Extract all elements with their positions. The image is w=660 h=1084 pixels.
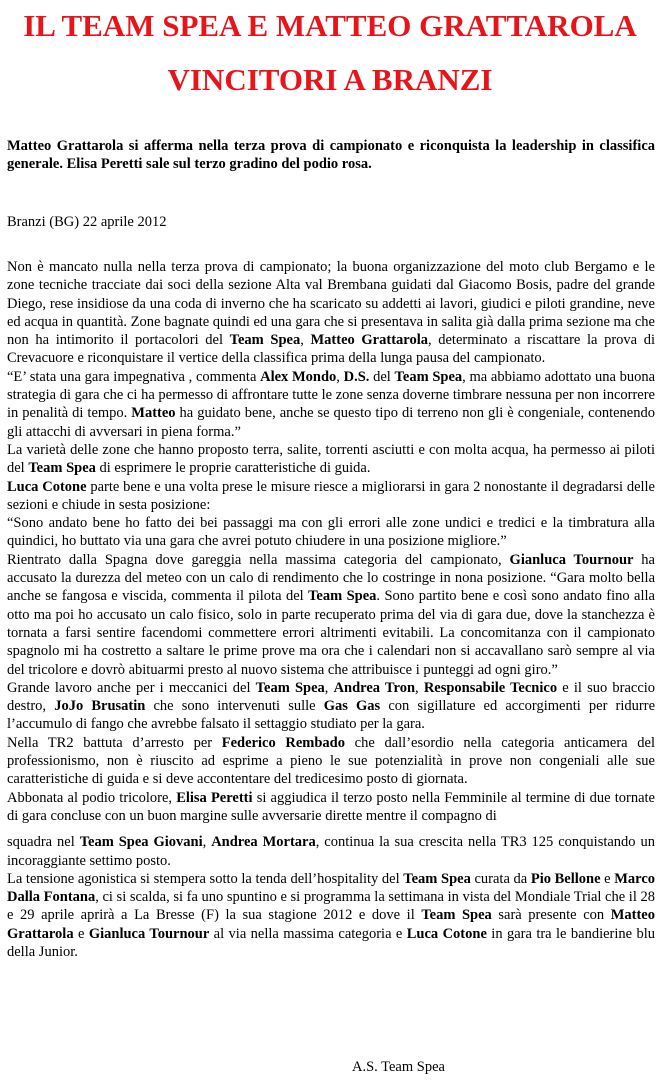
body-paragraph	[7, 441, 655, 478]
body-paragraph	[7, 734, 655, 789]
bold-text-run: Andrea Tron	[333, 679, 416, 696]
bold-text-run: Responsabile Tecnico	[423, 679, 558, 696]
signature: A.S. Team Spea	[352, 1059, 445, 1075]
bold-text-run: Matteo Grattarola	[310, 332, 428, 349]
bold-text-run: D.S.	[343, 368, 370, 385]
text-run: che sono intervenuti sulle	[145, 698, 324, 715]
text-run: con sigillature ed accorgimenti per ridurre l’accumulo di fango che avrebbe falsato il settaggio studiato per la gara.	[7, 698, 656, 733]
text-run: che dall’esordio nella categoria anticamera del professionismo, non è riuscito ad esprime a pieno le sue potenzialità in prove non congeniali alle sue caratteristiche di guida e si deve accontentare del tredicesimo posto di giornata.	[7, 734, 656, 788]
text-run: ha guidato bene, anche se questo tipo di terreno non gli è congeniale, contenendo gli attacchi di avversari in piena forma.”	[7, 405, 655, 440]
text-run: ,	[300, 332, 311, 349]
text-run: , determinato a riscattare la prova di Crevacuore e riconquistare il vertice della classifica prima della lunga pausa del campionato.	[7, 332, 656, 367]
text-run: curata da	[470, 870, 531, 887]
body-paragraph	[7, 870, 655, 961]
text-run: Nella TR2 battuta d’arresto per	[7, 734, 222, 751]
text-run: , ci si scalda, si fa uno spuntino e si programma la settimana in vista del Mondiale Trial che il 28 e 29 aprile aprirà a La Bresse (F) la sua stagione 2012 e dove il	[7, 889, 655, 924]
body-paragraph	[7, 789, 655, 826]
text-run: sarà presente con	[491, 907, 611, 924]
text-run: ,	[324, 679, 334, 696]
text-run: “Sono andato bene ho fatto dei bei passaggi ma con gli errori alle zone undici e tredici e la timbratura alla quindici, ho buttato via una gara che avrei potuto chiudere in una posizione migliore.”	[7, 515, 655, 550]
text-run: . Sono partito bene e così sono andato fino alla otto ma poi ho accusato un calo fisico, solo in parte recuperato prima del via di gara due, dove la stanchezza è tornata a farsi sentire facendomi commettere errori altrimenti evitabili. La concomitanza con il campionato spagnolo mi ha costretto a saltare le prime prove ma ora che i calendari non si accavallano sarò sempre al via del tricolore e dovrò abituarmi presto al nuovo sistema che attribuisce i punteggi ad ogni giro.”	[7, 588, 655, 678]
body-paragraph	[7, 551, 655, 679]
text-run: al via nella massima categoria e	[209, 925, 407, 942]
bold-text-run: Luca Cotone	[406, 925, 487, 942]
headline-line-1: IL TEAM SPEA E MATTEO GRATTAROLA	[23, 8, 637, 43]
bold-text-run: Federico Rembado	[221, 734, 345, 751]
text-run: “E’ stata una gara impegnativa , commenta	[7, 368, 261, 385]
dateline: Branzi (BG) 22 aprile 2012	[7, 214, 167, 230]
headline-line-2: VINCITORI A BRANZI	[167, 62, 493, 97]
text-run: Non è mancato nulla nella terza prova di campionato; la buona organizzazione del moto club Bergamo e le zone tecniche tracciate dai soci della sezione Alta val Brembana guidati dal Giacomo Bosis, padre del grande Diego, rese insidiose da una coda di inverno che ha scaricato su addetti ai lavori, giudici e piloti grandine, neve ed acqua in quantità. Zone bagnate quindi ed una gara che si presentava in salita già dalla prima sezione ma che non ha intimorito il portacolori del	[7, 259, 655, 349]
body-paragraph	[7, 478, 655, 515]
bold-text-run: Team Spea Giovani	[79, 834, 203, 851]
bold-text-run: Team Spea	[28, 460, 96, 477]
text-run: e	[73, 925, 89, 942]
body-paragraph	[7, 514, 655, 551]
bold-text-run: Team Spea	[394, 368, 463, 385]
bold-text-run: Team Spea	[403, 870, 471, 887]
bold-text-run: Marco Dalla Fontana	[7, 870, 656, 906]
bold-text-run: JoJo Brusatin	[54, 698, 146, 715]
text-run: del	[369, 368, 395, 385]
bold-text-run: Team Spea	[421, 907, 492, 924]
article-body	[7, 250, 655, 961]
text-run: Rientrato dalla Spagna dove gareggia nella massima categoria del campionato,	[7, 551, 510, 568]
text-run: La tensione agonistica si stempera sotto la tenda dell’hospitality del	[7, 870, 404, 887]
bold-text-run: Gas Gas	[323, 698, 381, 715]
text-run: ,	[336, 368, 344, 385]
text-run: in gara tra le bandierine blu della Junior.	[7, 925, 656, 960]
body-paragraph	[7, 368, 655, 441]
body-paragraph	[7, 258, 655, 368]
bold-text-run: Team Spea	[308, 588, 377, 605]
text-run: e	[600, 870, 615, 887]
text-run: di esprimere le proprie caratteristiche di guida.	[95, 460, 371, 477]
bold-text-run: Matteo Grattarola	[7, 907, 655, 942]
text-run: ha accusato la durezza del meteo con un calo di rendimento che lo costringe in nona posizione. “Gara molto bella anche se fangosa e viscida, commenta il pilota del	[7, 551, 655, 605]
text-run: La varietà delle zone che hanno proposto terra, salite, torrenti asciutti e con molta acqua, ha permesso ai piloti del	[7, 441, 655, 477]
bold-text-run: Gianluca Tournour	[88, 925, 210, 942]
body-paragraph	[7, 679, 655, 734]
text-run: ,	[415, 679, 424, 696]
lead-paragraph: Matteo Grattarola si afferma nella terza prova di campionato e riconquista la leadership in classifica generale. Elisa Peretti sale sul terzo gradino del podio rosa.	[7, 138, 655, 172]
text-run: , ma abbiamo adottato una buona strategia di gara che ci ha permesso di affrontare tutte le zone senza doverne timbrare nessuna per non incorrere in penalità di tempo.	[7, 368, 656, 422]
bold-text-run: Luca Cotone	[7, 478, 87, 495]
bold-text-run: Elisa Peretti	[176, 789, 253, 806]
text-run: squadra nel	[7, 834, 80, 851]
bold-text-run: Gianluca Tournour	[509, 551, 634, 568]
body-paragraph	[7, 833, 655, 870]
text-run: , continua la sua crescita nella TR3 125 conquistando un incoraggiante settimo posto.	[7, 834, 655, 869]
bold-text-run: Pio Bellone	[530, 870, 601, 887]
bold-text-run: Team Spea	[229, 332, 301, 349]
bold-text-run: Matteo	[131, 405, 176, 422]
text-run: ,	[202, 834, 212, 851]
text-run: e il suo braccio destro,	[7, 679, 656, 715]
bold-text-run: Alex Mondo	[260, 368, 337, 385]
text-run: Grande lavoro anche per i meccanici del	[7, 679, 256, 696]
text-run: Abbonata al podio tricolore,	[7, 789, 177, 806]
text-run: si aggiudica il terzo posto nella Femminile al termine di due tornate di gara concluse con un buon margine sulle avversarie dirette mentre il compagno di	[7, 789, 655, 824]
text-run: parte bene e una volta prese le misure riesce a migliorarsi in gara 2 nonostante il degradarsi delle sezioni e chiude in sesta posizione:	[7, 478, 655, 513]
bold-text-run: Andrea Mortara	[211, 834, 316, 851]
bold-text-run: Team Spea	[255, 679, 325, 696]
